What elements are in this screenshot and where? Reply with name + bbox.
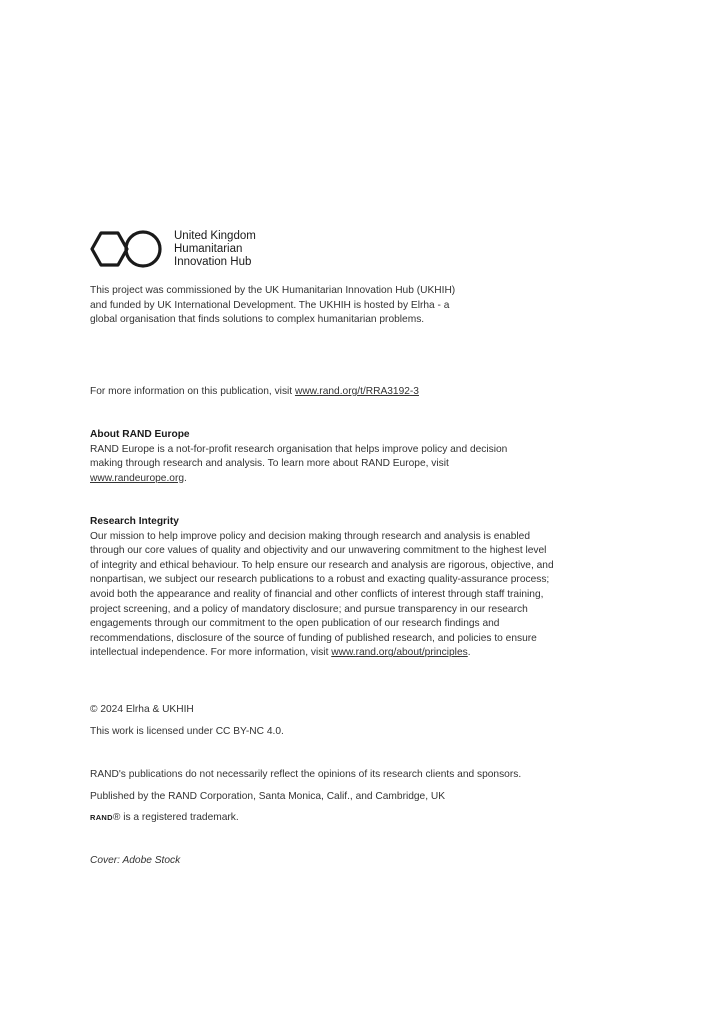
ukhih-logo [90, 228, 256, 270]
randeurope-link[interactable]: www.randeurope.org [90, 472, 185, 484]
integrity-heading: Research Integrity [90, 516, 179, 527]
rand-wordmark: RAND [90, 813, 113, 822]
cover-credit: Cover: Adobe Stock [90, 855, 181, 866]
license-line: This work is licensed under CC BY-NC 4.0. [90, 726, 284, 737]
about-suffix: . [184, 472, 187, 484]
disclaimer-line: RAND's publications do not necessarily reflect the opinions of its research clients and sponsors. [90, 769, 522, 780]
more-info-text: For more information on this publication, visit [90, 386, 295, 397]
integrity-text: Our mission to help improve policy and decision making through research and analysis is enabled through our core values of quality and objectivity and our unwavering commitment to the highest level of integrity and ethical behaviour. To help ensure our research and analysis are rigorous, objective, and nonpartisan, we subject our research publications to a robust and exacting quality-assurance process; avoid both the appearance and reality of financial and other conflicts of interest through staff training, project screening, and a policy of mandatory disclosure; and pursue transparency in our research engagements through our commitment to the open publication of our research findings and recommendations, disclosure of the source of funding of published research, and policies to ensure intellectual independence. For more information, visit [90, 530, 554, 659]
publisher-line: Published by the RAND Corporation, Santa Monica, Calif., and Cambridge, UK [90, 791, 446, 802]
more-info-paragraph [90, 385, 560, 400]
integrity-suffix: . [467, 647, 471, 659]
about-heading: About RAND Europe [90, 429, 190, 440]
trademark-line [90, 811, 560, 826]
about-section [90, 428, 530, 486]
ukhih-logo-text [174, 230, 256, 269]
logo-line-1: United Kingdom [174, 229, 256, 242]
copyright-line: © 2024 Elrha & UKHIH [90, 704, 194, 715]
trademark-text: ® is a registered trademark. [112, 812, 239, 823]
principles-link[interactable]: www.rand.org/about/principles [331, 647, 468, 659]
about-text: RAND Europe is a not-for-profit research organisation that helps improve policy and decision making through research and analysis. To learn more about RAND Europe, visit [90, 443, 508, 470]
publication-link[interactable]: www.rand.org/t/RRA3192-3 [294, 386, 419, 397]
integrity-section [90, 515, 555, 661]
commission-paragraph: This project was commissioned by the UK Humanitarian Innovation Hub (UKHIH) and funded by UK International Development. The UKHIH is hosted by Elrha - a global organisation that finds solutions to complex humanitarian problems. [90, 285, 456, 326]
logo-line-3: Innovation Hub [174, 255, 252, 268]
logo-line-2: Humanitarian [174, 242, 243, 255]
ukhih-logo-icon [90, 228, 164, 270]
